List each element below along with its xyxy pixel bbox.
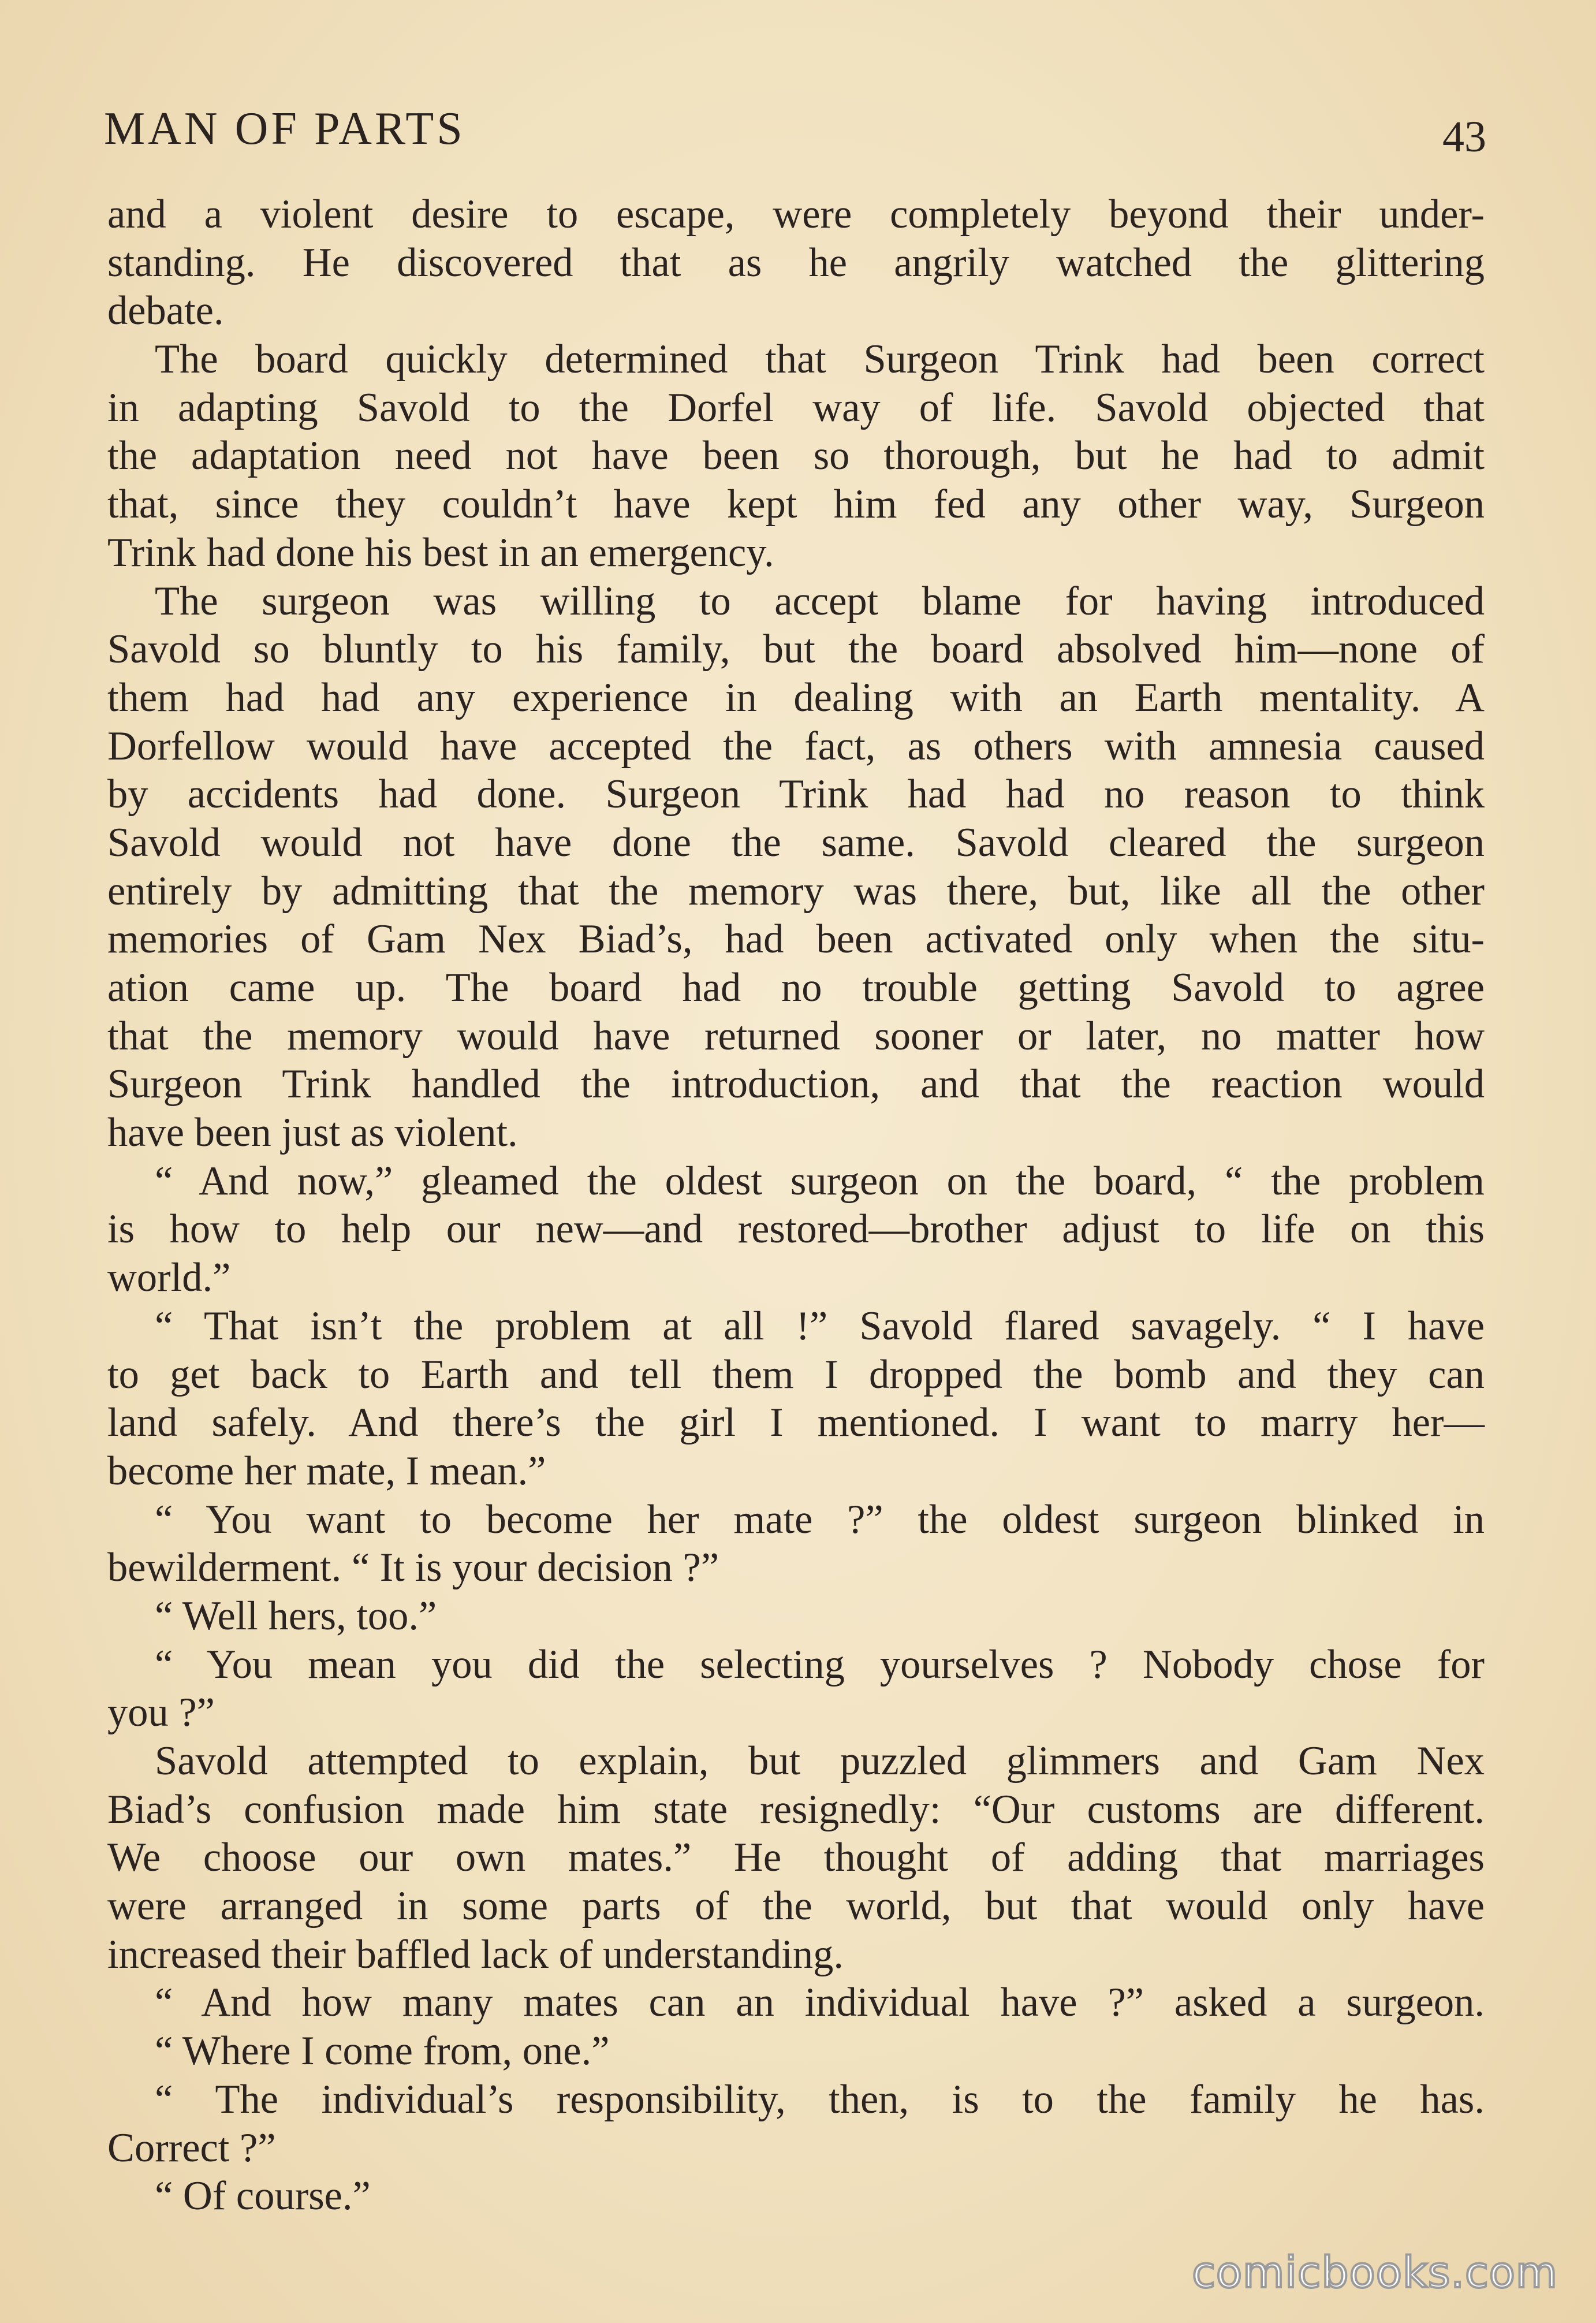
body-text — [107, 191, 1485, 2221]
text-line: memories of Gam Nex Biad’s, had been activated only when the situ- — [107, 917, 1485, 962]
text-line: and a violent desire to escape, were completely beyond their under- — [107, 192, 1485, 237]
text-line: bewilderment. “ It is your decision ?” — [107, 1545, 719, 1591]
text-line: ation came up. The board had no trouble getting Savold to agree — [107, 965, 1485, 1010]
text-line: The surgeon was willing to accept blame for having introduced — [155, 578, 1485, 624]
text-line: debate. — [107, 288, 224, 334]
text-line: Dorfellow would have accepted the fact, as others with amnesia caused — [107, 723, 1485, 769]
text-line: by accidents had done. Surgeon Trink had had no reason to think — [107, 772, 1485, 817]
text-line: “ Of course.” — [155, 2173, 371, 2219]
text-line: that the memory would have returned sooner or later, no matter how — [107, 1013, 1485, 1059]
text-line: “ You mean you did the selecting yourselves ? Nobody chose for — [155, 1641, 1485, 1687]
text-line: Savold so bluntly to his family, but the board absolved him—none of — [107, 627, 1485, 672]
text-line: become her mate, I mean.” — [107, 1448, 546, 1494]
text-line: have been just as violent. — [107, 1110, 518, 1156]
text-line: Biad’s confusion made him state resignedly: “Our customs are different. — [107, 1786, 1485, 1832]
text-line: “ And now,” gleamed the oldest surgeon on the board, “ the problem — [155, 1158, 1485, 1204]
text-line: increased their baffled lack of understanding. — [107, 1931, 844, 1977]
text-line: land safely. And there’s the girl I mentioned. I want to marry her— — [107, 1400, 1485, 1446]
text-line: world.” — [107, 1255, 231, 1301]
text-line: in adapting Savold to the Dorfel way of life. Savold objected that — [107, 385, 1485, 430]
text-line: Trink had done his best in an emergency. — [107, 530, 774, 575]
text-line: the adaptation need not have been so thorough, but he had to admit — [107, 433, 1485, 479]
text-line: “ The individual’s responsibility, then, is to the family he has. — [155, 2076, 1485, 2122]
site-watermark: comicbooks.com — [1192, 2248, 1558, 2298]
text-line: Savold attempted to explain, but puzzled glimmers and Gam Nex — [155, 1738, 1485, 1784]
text-line: “ Well hers, too.” — [155, 1593, 437, 1639]
text-line: “ Where I come from, one.” — [155, 2028, 610, 2074]
text-line: “ And how many mates can an individual have ?” asked a surgeon. — [155, 1980, 1485, 2026]
running-head: MAN OF PARTS — [104, 103, 465, 154]
text-line: Correct ?” — [107, 2125, 276, 2171]
text-line: is how to help our new—and restored—brother adjust to life on this — [107, 1207, 1485, 1252]
page-header — [104, 97, 1486, 161]
text-line: that, since they couldn’t have kept him fed any other way, Surgeon — [107, 482, 1485, 527]
text-line: to get back to Earth and tell them I dropped the bomb and they can — [107, 1352, 1485, 1397]
text-line: them had had any experience in dealing with an Earth mentality. A — [107, 675, 1485, 720]
page-number: 43 — [1442, 113, 1486, 161]
text-line: “ That isn’t the problem at all !” Savold flared savagely. “ I have — [155, 1303, 1485, 1349]
text-line: standing. He discovered that as he angrily watched the glittering — [107, 240, 1485, 285]
text-line: Savold would not have done the same. Savold cleared the surgeon — [107, 820, 1485, 865]
text-line: entirely by admitting that the memory was there, but, like all the other — [107, 868, 1485, 914]
text-line: you ?” — [107, 1690, 215, 1736]
text-line: Surgeon Trink handled the introduction, and that the reaction would — [107, 1062, 1485, 1107]
text-line: were arranged in some parts of the world, but that would only have — [107, 1883, 1485, 1929]
text-line: The board quickly determined that Surgeon Trink had been correct — [155, 337, 1485, 382]
text-line: We choose our own mates.” He thought of adding that marriages — [107, 1835, 1485, 1881]
text-line: “ You want to become her mate ?” the oldest surgeon blinked in — [155, 1496, 1485, 1542]
